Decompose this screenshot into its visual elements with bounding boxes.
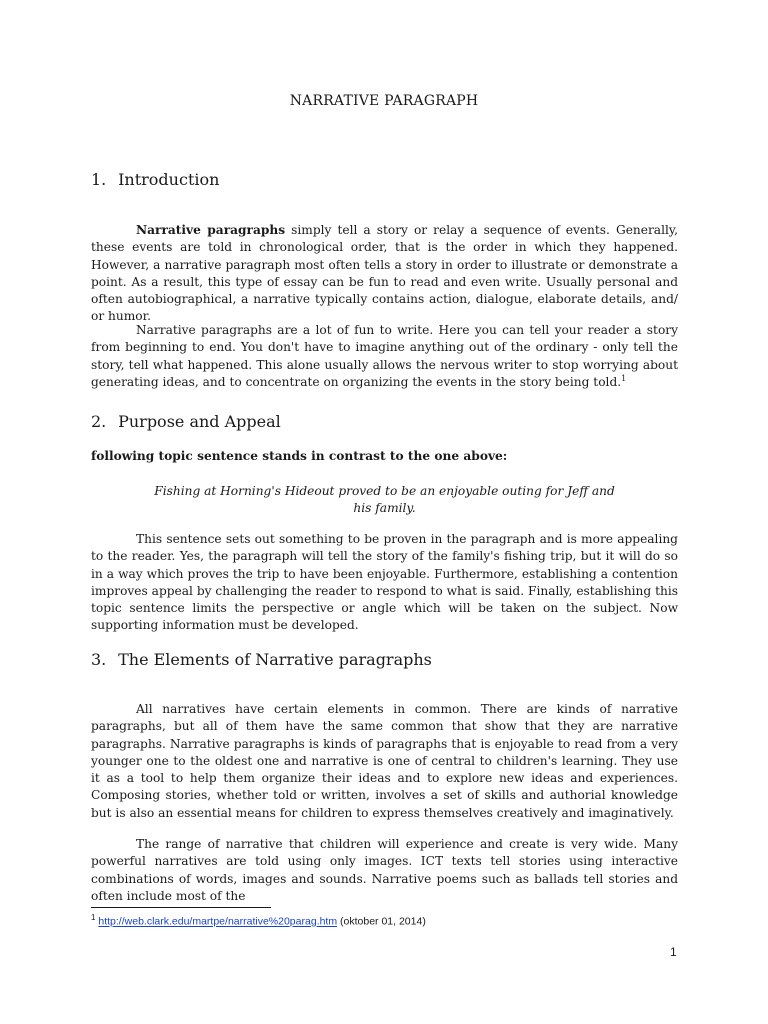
intro-paragraph-2-text: Narrative paragraphs are a lot of fun to write. Here you can tell your reader a story from beginning to end. You don't have to imagine anything out of the ordinary - only tell the story, tell what happened. This alone usually allows the nervous writer to stop worrying about generating ideas, and to concentrate on organizing the events in the story being told. [91,323,678,389]
footnote-separator [91,907,271,908]
intro-paragraph-2 [91,322,678,391]
section-title: Purpose and Appeal [118,412,281,431]
elements-paragraph-1: All narratives have certain elements in common. There are kinds of narrative paragraphs, but all of them have the same common that show that they are narrative paragraphs. Narrative paragraphs is kinds of paragraphs that is enjoyable to read from a very younger one to the oldest one and narrative is one of central to children's learning. They use it as a tool to help them organize their ideas and to explore new ideas and experiences. Composing stories, whether told or written, involves a set of skills and authorial knowledge but is also an essential means for children to express themselves creatively and imaginatively. [91,702,678,820]
intro-paragraph-1 [91,222,678,326]
purpose-paragraph: This sentence sets out something to be proven in the paragraph and is more appealing to the reader. Yes, the paragraph will tell the story of the family's fishing trip, but it will do so in a way which proves the trip to have been enjoyable. Furthermore, establishing a contention improves appeal by challenging the reader to respond to what is said. Finally, establishing this topic sentence limits the perspective or angle which will be taken on the subject. Now supporting information must be developed. [91,532,678,633]
intro-paragraph-1-text: simply tell a story or relay a sequence of events. Generally, these events are told in chronological order, that is the order in which they happened. However, a narrative paragraph most often tells a story in order to illustrate or demonstrate a point. As a result, this type of essay can be fun to read and even write. Usually personal and often autobiographical, a narrative typically contains action, dialogue, elaborate details, and/ or humor. [91,223,679,324]
footnote-date: (oktober 01, 2014) [337,915,426,928]
footnote-marker: 1 [91,913,96,922]
footnote [91,913,426,928]
purpose-lead-sentence: following topic sentence stands in contrast to the one above: [91,449,508,463]
bold-term: Narrative paragraphs [136,223,286,237]
section-heading-purpose [91,412,281,431]
section-heading-elements [91,650,432,669]
quote-line-1: Fishing at Horning's Hideout proved to be an enjoyable outing for Jeff and [154,484,615,498]
footnote-reference[interactable]: 1 [621,373,627,383]
quote-line-2: his family. [353,501,416,515]
section-title: The Elements of Narrative paragraphs [118,650,432,669]
section-heading-introduction [91,170,219,189]
section-number: 1. [91,170,107,189]
section-title: Introduction [118,170,220,189]
page-number: 1 [670,945,677,959]
footnote-link[interactable]: http://web.clark.edu/martpe/narrative%20parag.htm [98,915,338,928]
page-title: NARRATIVE PARAGRAPH [289,93,479,109]
section-number: 2. [91,412,107,431]
example-topic-sentence [91,483,678,517]
elements-paragraph-2: The range of narrative that children will experience and create is very wide. Many powerful narratives are told using only images. ICT texts tell stories using interactive combinations of words, images and sounds. Narrative poems such as ballads tell stories and often include most of the [91,837,678,903]
section-number: 3. [91,650,107,669]
